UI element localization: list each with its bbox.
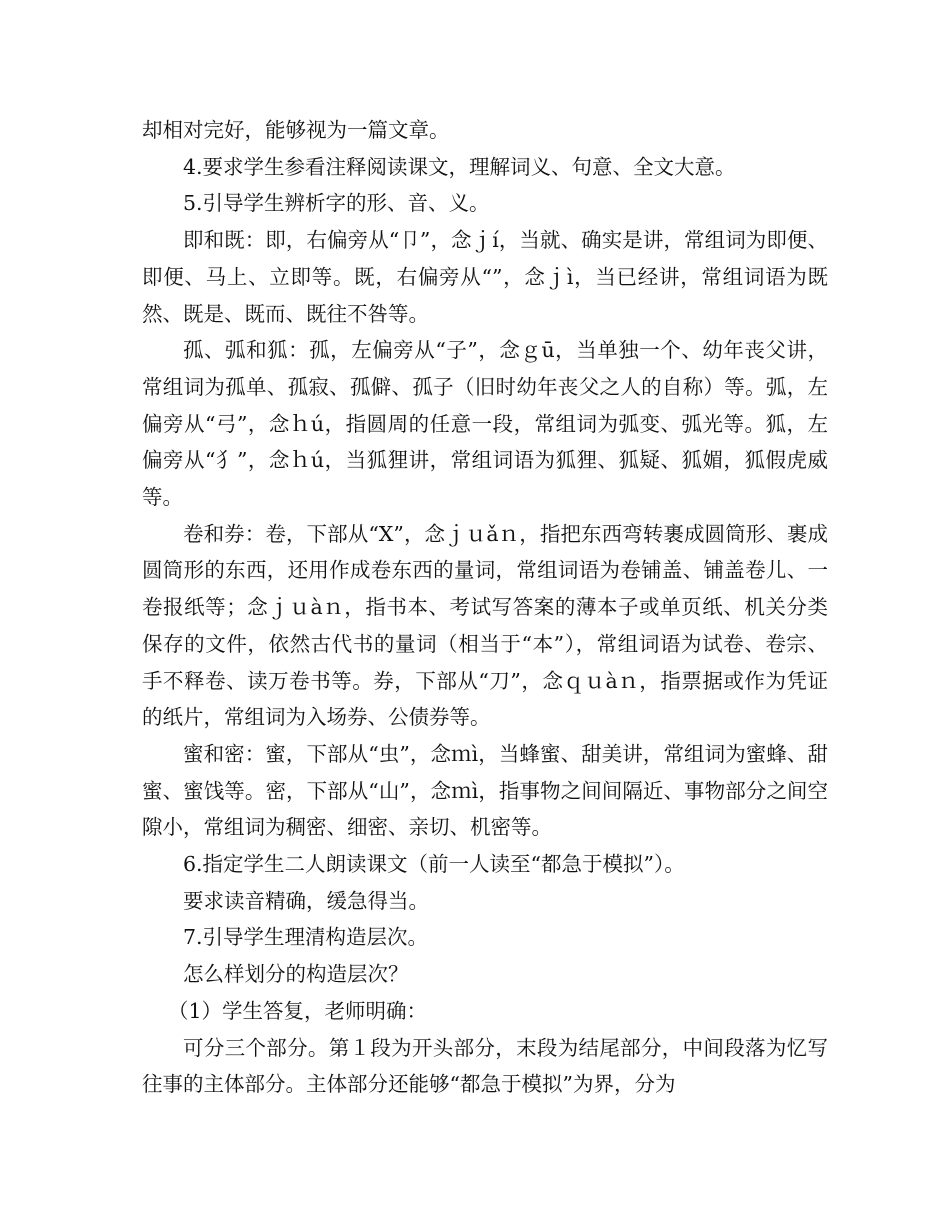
paragraph-step-6: 6.指定学生二人朗读课文（前一人读至“都急于模拟”）。: [183, 852, 685, 877]
paragraph-gu-hu-comparison: 孤、弧和狐：孤，左偏旁从“子”，念ｇū，当单独一个、幼年丧父讲，常组词为孤单、孤寂、孤僻、孤子（旧时幼年丧父之人的自称）等。弧，左偏旁从“弓”，念ｈú，指圆周的任意一段，常组词为弧变、弧光等。狐，左偏旁从“犭”，念ｈú，当狐狸讲，常组词语为狐狸、狐疑、狐媚，狐假虎威等。: [142, 338, 828, 510]
document-body: [142, 112, 828, 1103]
paragraph-reading-requirement: 要求读音精确，缓急得当。: [183, 888, 429, 913]
paragraph-step-4: 4.要求学生参看注释阅读课文，理解词义、句意、全文大意。: [183, 154, 736, 179]
paragraph-step-7: 7.引导学生理清构造层次。: [183, 925, 429, 950]
paragraph-structure: 可分三个部分。第１段为开头部分，末段为结尾部分，中间段落为忆写往事的主体部分。主体部分还能够“都急于模拟”为界，分为: [142, 1035, 828, 1097]
paragraph-mi-comparison: 蜜和密：蜜，下部从“虫”，念ｍì，当蜂蜜、甜美讲，常组词为蜜蜂、甜蜜、蜜饯等。密，下部从“山”，念ｍì，指事物之间间隔近、事物部分之间空隙小，常组词为稠密、细密、亲切、机密等。: [142, 741, 828, 840]
paragraph-juan-quan-comparison: 卷和券：卷，下部从“X”，念ｊｕǎｎ，指把东西弯转裹成圆筒形、裹成圆筒形的东西，还用作成卷东西的量词，常组词语为卷铺盖、铺盖卷儿、一卷报纸等；念ｊｕàｎ，指书本、考试写答案的薄本子或单页纸、机关分类保存的文件，依然古代书的量词（相当于“本”），常组词语为试卷、卷宗、手不释卷、读万卷书等。券，下部从“刀”，念ｑｕàｎ，指票据或作为凭证的纸片，常组词为入场券、公债券等。: [142, 521, 828, 730]
paragraph-answer-1: （1）学生答复，老师明确：: [168, 998, 428, 1023]
paragraph-ji-comparison: 即和既：即，右偏旁从“卩”，念ｊí，当就、确实是讲，常组词为即便、即便、马上、立即等。既，右偏旁从“”，念ｊì，当已经讲，常组词语为既然、既是、既而、既往不咎等。: [142, 228, 828, 326]
paragraph-step-5: 5.引导学生辨析字的形、音、义。: [183, 191, 490, 216]
paragraph-continuation: 却相对完好，能够视为一篇文章。: [142, 118, 450, 142]
paragraph-question: 怎么样划分的构造层次？: [183, 962, 409, 987]
